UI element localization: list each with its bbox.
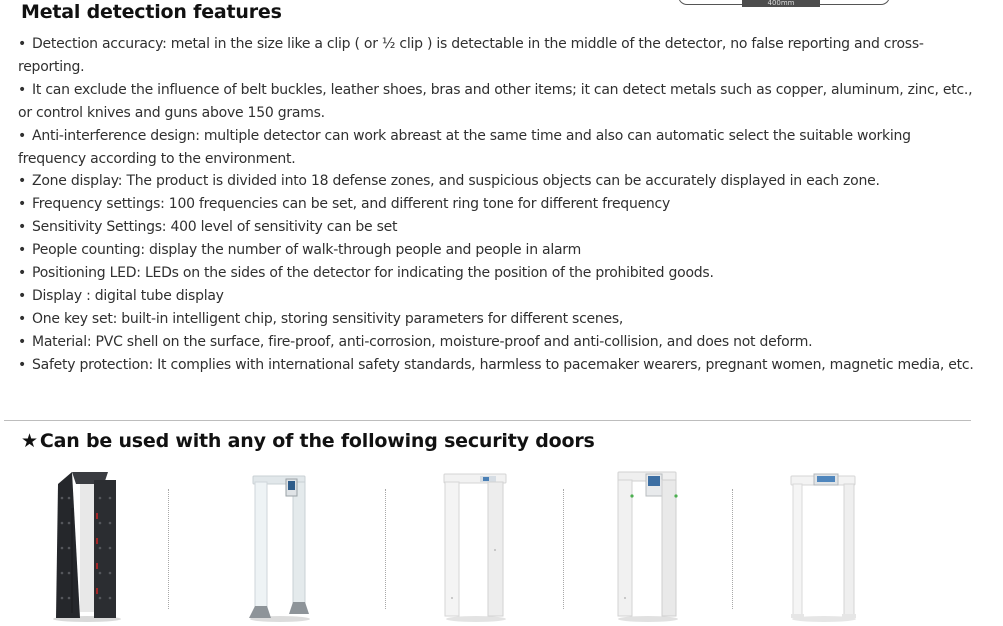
bullet-icon: • bbox=[18, 333, 27, 350]
feature-text: Safety protection: It complies with international safety standards, harmless to pacemaker wearers, pregnant women, magnetic media, etc. bbox=[32, 356, 974, 373]
white-door-with-top-display-icon bbox=[440, 468, 512, 624]
feature-text: Sensitivity Settings: 400 level of sensitivity can be set bbox=[32, 219, 398, 236]
feature-text: It can exclude the influence of belt buckles, leather shoes, bras and other items; it can detect metals such as copper, aluminum, zinc, etc., or control knives and guns above 150 grams. bbox=[18, 81, 973, 121]
bullet-icon: • bbox=[18, 36, 27, 52]
bullet-icon: • bbox=[18, 310, 27, 327]
features-title: Metal detection features bbox=[21, 1, 282, 23]
door-separator bbox=[168, 489, 169, 609]
bullet-icon: • bbox=[18, 127, 27, 144]
feature-item bbox=[18, 170, 978, 193]
feature-item bbox=[18, 262, 978, 285]
feature-text: People counting: display the number of walk-through people and people in alarm bbox=[32, 242, 581, 259]
door-separator bbox=[563, 489, 564, 609]
star-icon: ★ bbox=[21, 430, 38, 452]
bullet-icon: • bbox=[18, 173, 27, 190]
feature-item bbox=[18, 216, 978, 239]
section-divider bbox=[4, 420, 971, 421]
feature-item bbox=[18, 354, 978, 377]
feature-item bbox=[18, 125, 978, 171]
feature-item bbox=[18, 331, 978, 354]
white-slim-door-with-top-display-icon bbox=[788, 468, 860, 624]
bullet-icon: • bbox=[18, 219, 27, 236]
bullet-icon: • bbox=[18, 287, 27, 304]
feature-item bbox=[18, 193, 978, 216]
black-panel-walkthrough-door-icon bbox=[50, 468, 124, 624]
feature-item bbox=[18, 308, 978, 331]
feature-item bbox=[18, 285, 978, 308]
features-list bbox=[18, 33, 978, 377]
feature-text: Anti-interference design: multiple detector can work abreast at the same time and also can automatic select the suitable working frequency according to the environment. bbox=[18, 127, 911, 167]
white-door-with-top-display-and-side-leds-icon bbox=[612, 468, 684, 624]
doors-title bbox=[21, 430, 595, 452]
feature-text: One key set: built-in intelligent chip, storing sensitivity parameters for different scenes, bbox=[32, 310, 624, 327]
bullet-icon: • bbox=[18, 265, 27, 282]
door-separator bbox=[732, 489, 733, 609]
bullet-icon: • bbox=[18, 242, 27, 259]
dimension-label: 400mm bbox=[742, 0, 820, 7]
bullet-icon: • bbox=[18, 81, 27, 98]
doors-title-text: Can be used with any of the following security doors bbox=[39, 430, 595, 452]
bullet-icon: • bbox=[18, 356, 27, 373]
feature-text: Positioning LED: LEDs on the sides of the detector for indicating the position of the prohibited goods. bbox=[32, 265, 714, 282]
feature-text: Material: PVC shell on the surface, fire-proof, anti-corrosion, moisture-proof and anti-collision, and does not deform. bbox=[32, 333, 813, 350]
white-door-with-side-display-icon bbox=[245, 468, 315, 624]
bullet-icon: • bbox=[18, 196, 27, 213]
feature-text: Detection accuracy: metal in the size like a clip ( or ½ clip ) is detectable in the middle of the detector, no false reporting and cross-reporting. bbox=[18, 36, 924, 75]
feature-item bbox=[18, 79, 978, 125]
feature-text: Zone display: The product is divided into 18 defense zones, and suspicious objects can be accurately displayed in each zone. bbox=[32, 173, 880, 190]
feature-text: Frequency settings: 100 frequencies can be set, and different ring tone for different frequency bbox=[32, 196, 671, 213]
door-separator bbox=[385, 489, 386, 609]
feature-item bbox=[18, 239, 978, 262]
feature-item bbox=[18, 33, 978, 79]
feature-text: Display : digital tube display bbox=[32, 287, 224, 304]
